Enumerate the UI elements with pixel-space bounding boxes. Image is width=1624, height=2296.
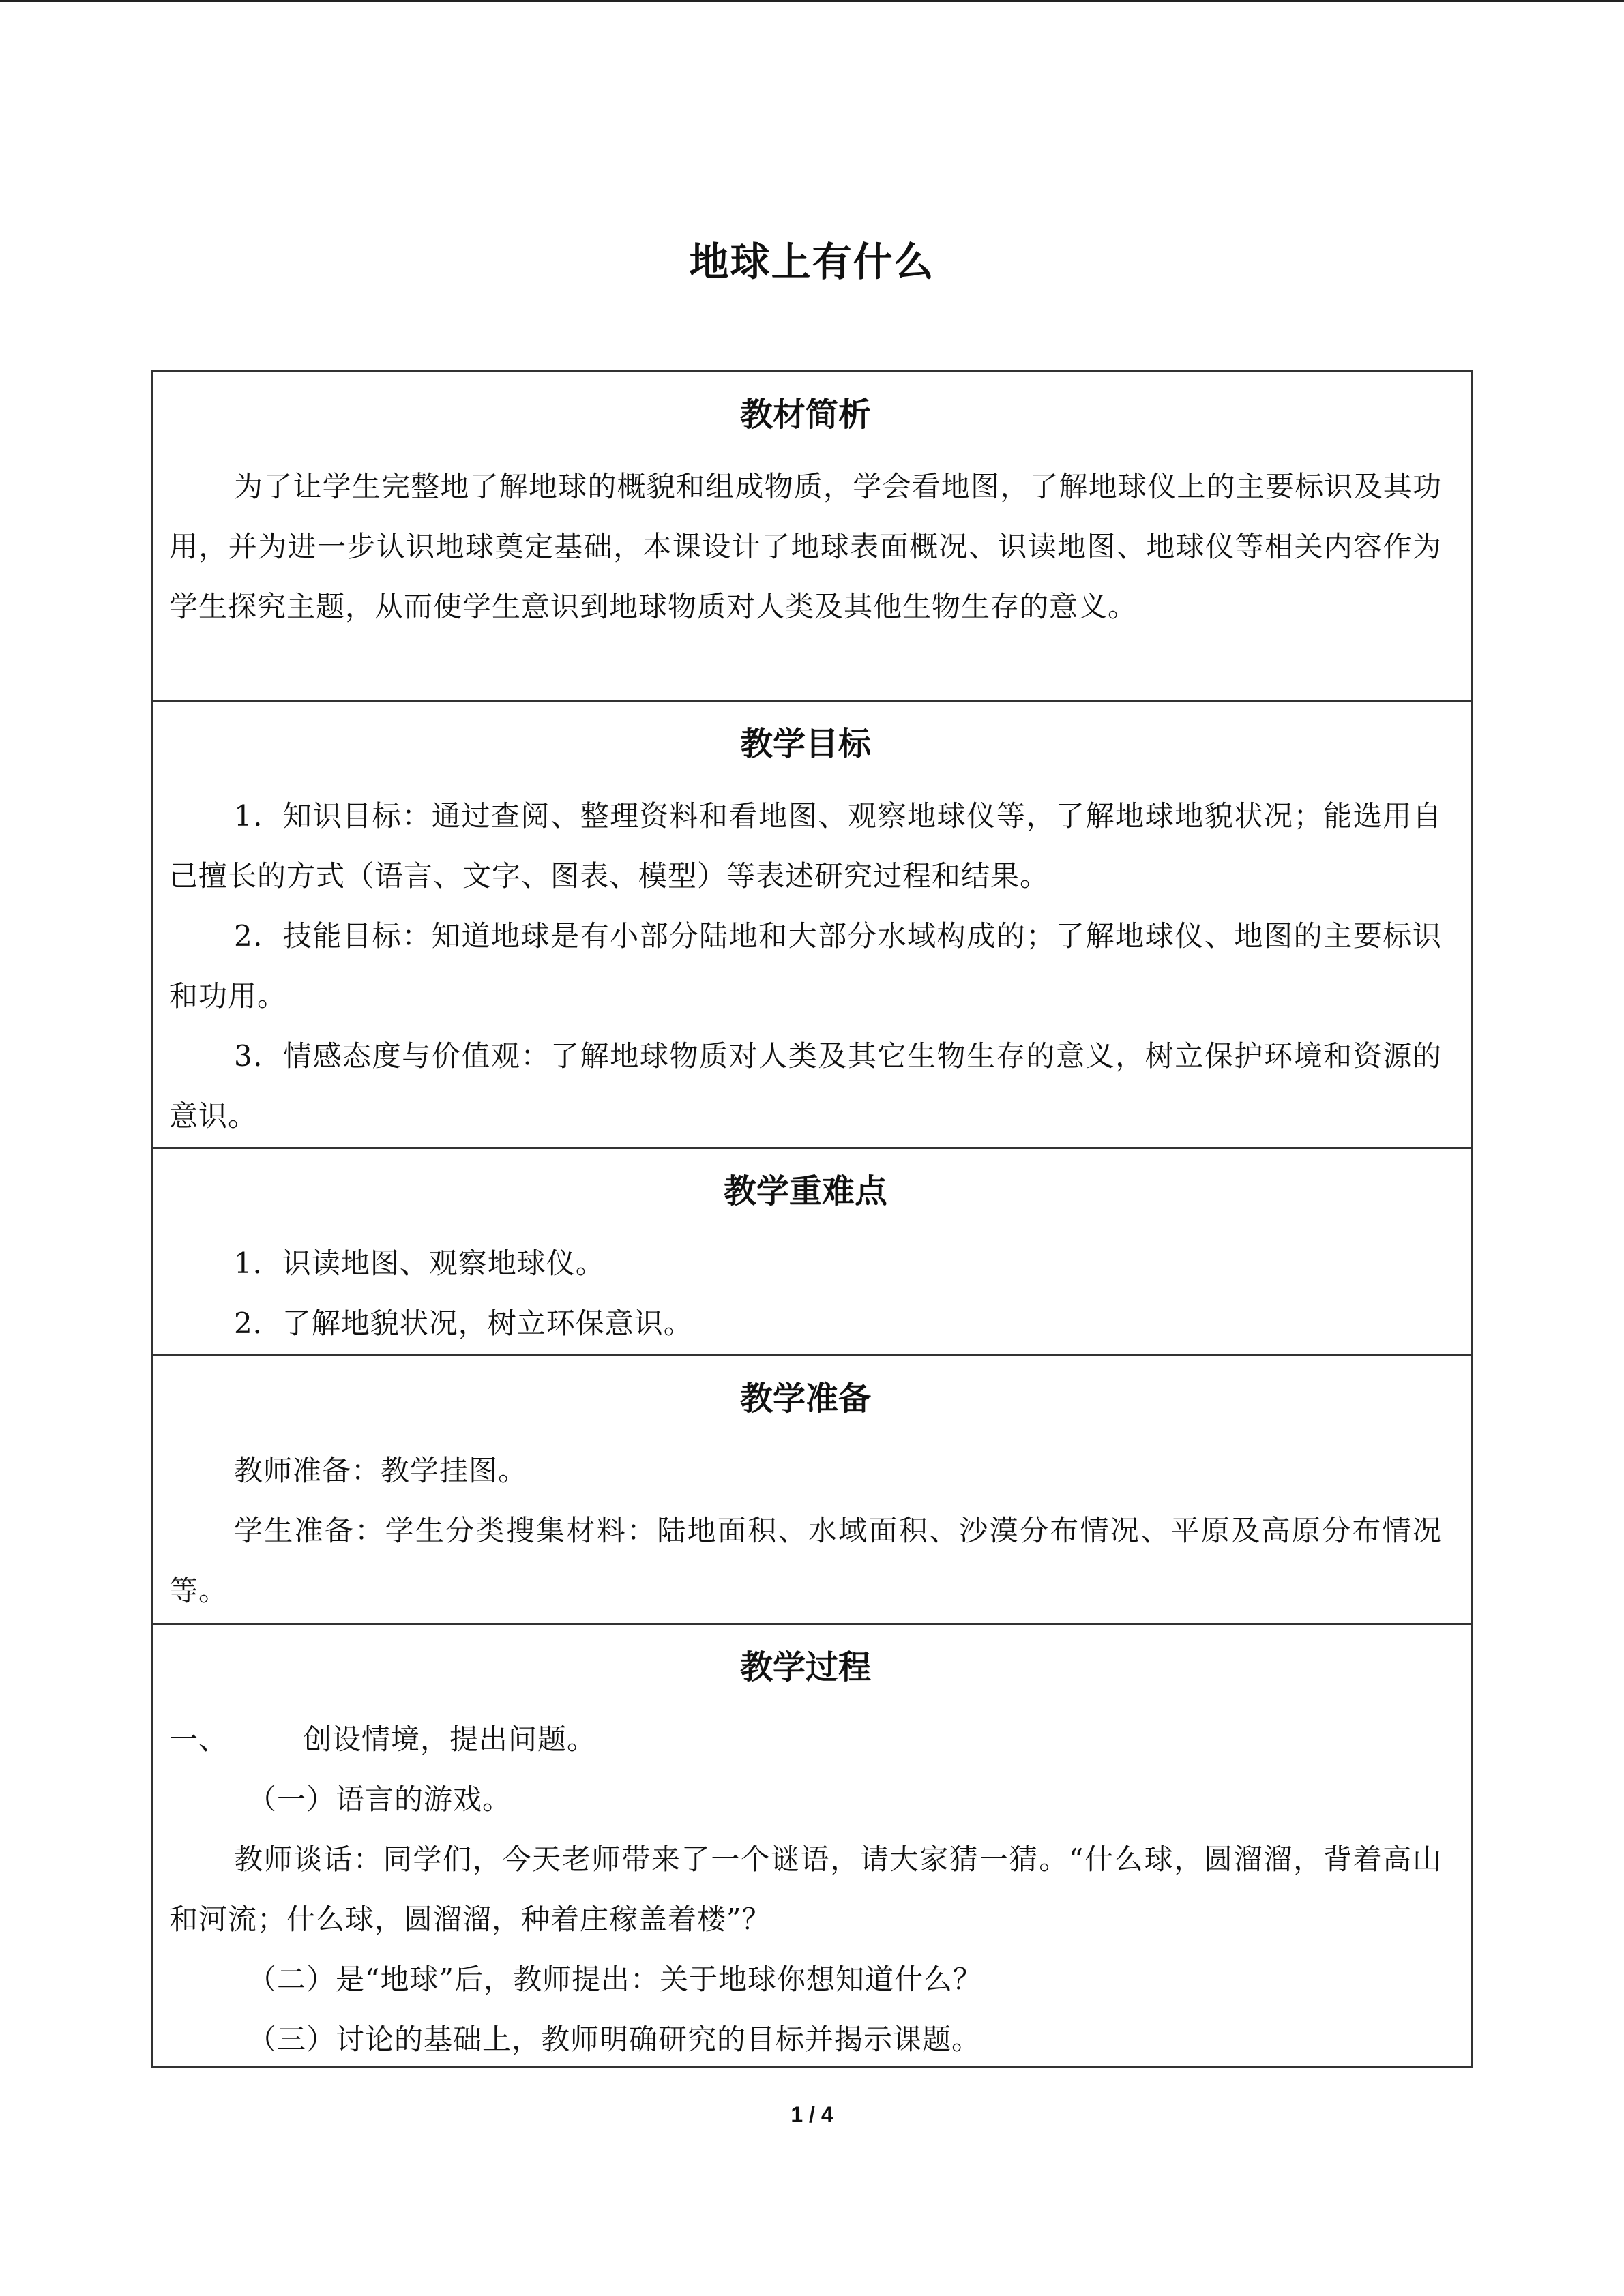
teacher-preparation: 教师准备：教学挂图。 [234,1454,528,1487]
section-analysis [153,372,1471,700]
process-step-1 [169,1710,1442,1770]
section-process [153,1623,1471,2066]
keypoint-item: 2．了解地貌状况，树立环保意识。 [234,1307,693,1340]
lesson-plan-table [151,370,1473,2068]
step-title: 创设情境，提出问题。 [303,1723,597,1756]
section-heading-keypoints: 教学重难点 [723,1172,887,1210]
process-substep: （二）是“地球”后，教师提出：关于地球你想知道什么？ [248,1963,982,1996]
objective-knowledge: 1．知识目标：通过查阅、整理资料和看地图、观察地球仪等，了解地球地貌状况；能选用自己擅长的方式（语言、文字、图表、模型）等表述研究过程和结果。 [169,799,1442,893]
section-objectives [153,700,1471,1147]
objective-attitude: 3．情感态度与价值观：了解地球物质对人类及其它生物生存的意义，树立保护环境和资源的意识。 [169,1039,1442,1133]
keypoint-item: 1．识读地图、观察地球仪。 [234,1247,605,1280]
section-heading-objectives: 教学目标 [739,725,871,763]
page-number: 1 / 4 [791,2102,833,2127]
section-heading-process: 教学过程 [739,1648,871,1686]
objective-skill: 2．技能目标：知道地球是有小部分陆地和大部分水域构成的；了解地球仪、地图的主要标识和功用。 [169,919,1442,1013]
analysis-paragraph: 为了让学生完整地了解地球的概貌和组成物质，学会看地图，了解地球仪上的主要标识及其功用，并为进一步认识地球奠定基础，本课设计了地球表面概况、识读地图、地球仪等相关内容作为学生探究主题，从而使学生意识到地球物质对人类及其他生物生存的意义。 [169,470,1442,623]
step-number: 一、 [169,1723,228,1756]
process-substep: （三）讨论的基础上，教师明确研究的目标并揭示课题。 [248,2023,981,2056]
top-border-line [0,0,1624,2]
section-keypoints [153,1147,1471,1354]
section-heading-preparation: 教学准备 [739,1380,871,1418]
student-preparation: 学生准备：学生分类搜集材料：陆地面积、水域面积、沙漠分布情况、平原及高原分布情况等。 [169,1514,1442,1607]
process-substep: （一）语言的游戏。 [248,1783,512,1816]
section-preparation [153,1354,1471,1623]
section-heading-analysis: 教材简析 [739,396,871,434]
document-title: 地球上有什么 [689,238,935,285]
process-teacher-talk: 教师谈话：同学们，今天老师带来了一个谜语，请大家猜一猜。“什么球，圆溜溜，背着高山和河流；什么球，圆溜溜，种着庄稼盖着楼”？ [169,1843,1442,1936]
